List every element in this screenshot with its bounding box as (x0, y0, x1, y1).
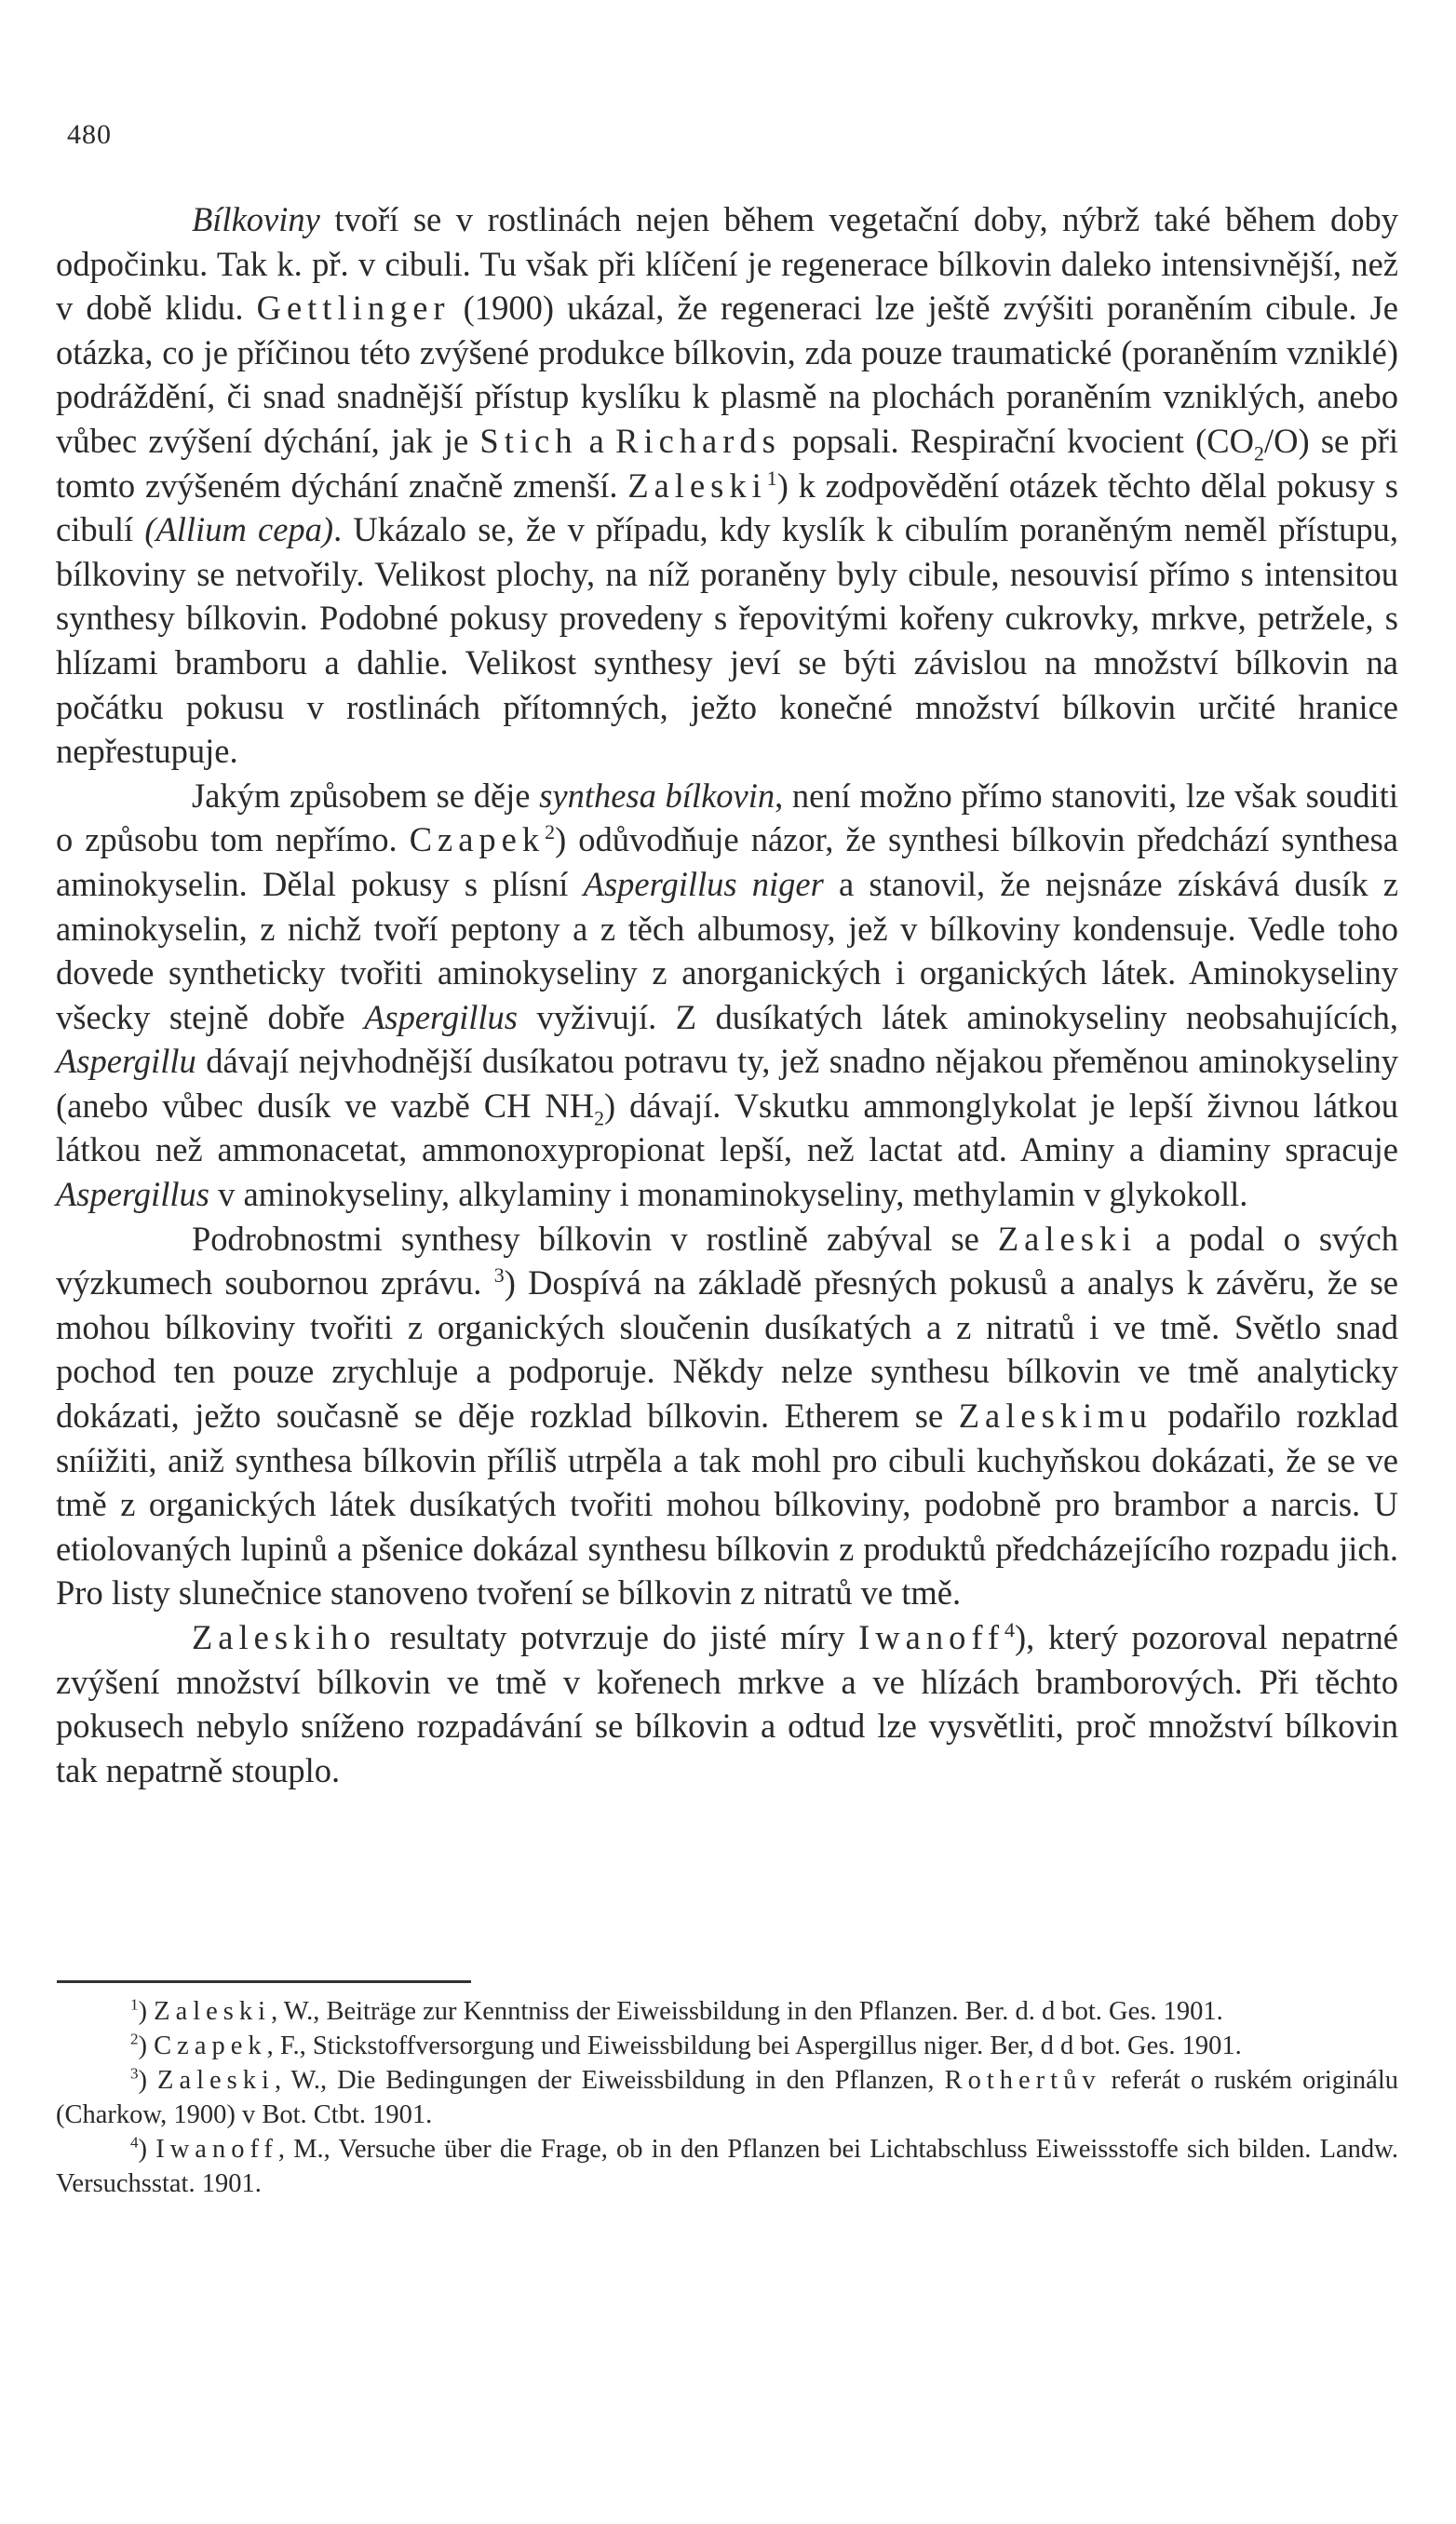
text-run-sp: Iwanoff (155, 2135, 278, 2164)
text-run: vyživují. Z dusíkatých látek aminokyseliny neobsahujících, (518, 997, 1398, 1036)
text-run: , není možno přímo stanoviti, lze však souditi o způsobu tom nepřímo. (56, 776, 1398, 859)
text-run: , F., Stickstoffversorgung und Eiweissbildung bei Aspergillus niger. Ber, d d bot. Ges. 1901. (266, 2031, 1242, 2060)
footnote (56, 2132, 1398, 2201)
text-run-sp: Zaleski (154, 1997, 272, 2026)
text-run: podařilo rozklad sníižiti, aniž synthesa bílkovin příliš utrpěla a tak mohl pro cibuli kuchyňskou dokázati, že se ve tmě z organických látek dusíkatých tvořiti mohou bílkoviny, podobně pro brambor a narcis. U etiolovaných lupinů a pšenice dokázal synthesu bílkovin z produktů předcházejícího rozpadu jich. Pro listy slunečnice stanoveno tvoření se bílkovin z nitratů ve tmě. (56, 1397, 1398, 1613)
text-run-sup: 1 (766, 466, 777, 490)
text-run: a stanovil, že nejsnáze získává dusík z aminokyselin, z nichž tvoří peptony a z těch albumosy, jež v bílkoviny kondensuje. Vedle toho dovede syntheticky tvořiti aminokyseliny z anorganických i organických látek. Aminokyseliny všecky stejně dobře (56, 864, 1398, 1036)
text-run-sub: 2 (1253, 441, 1264, 466)
text-run: /O) se při tomto zvýšeném dýchání značně zmenší. (56, 421, 1399, 505)
text-run-sp: Zaleskiho (192, 1618, 376, 1656)
text-run-it: Bílkoviny (192, 200, 320, 238)
text-run: ) (138, 2031, 155, 2060)
text-run: ), který pozoroval nepatrné zvýšení množství bílkovin ve tmě v kořenech mrkve a ve hlízách bramborových. Při těchto pokusech nebylo sníženo rozpadávání se bílkovin a odtud lze vysvětliti, proč množství bílkovin tak nepatrně stouplo. (56, 1618, 1398, 1789)
text-run: , M., Versuche über die Frage, ob in den Pflanzen bei Lichtabschluss Eiweissstoffe sich bilden. Landw. Versuchsstat. 1901. (56, 2135, 1399, 2198)
text-run: ) dávají. Vskutku ammonglykolat je lepší živnou látkou látkou než ammonacetat, ammonoxypropionat lepší, než lactat atd. Aminy a diaminy spracuje (56, 1086, 1398, 1169)
text-run-sup: 2 (130, 2030, 139, 2048)
text-run: ) (138, 2135, 156, 2164)
text-run-sp: Zaleskimu (958, 1397, 1153, 1436)
paragraph (56, 1217, 1398, 1615)
text-run-it: (Allium cepa) (144, 510, 334, 549)
text-run-sp: Stich (479, 421, 578, 460)
text-run-sup: 2 (545, 820, 556, 844)
footnote (56, 2029, 1398, 2063)
footnote (56, 2063, 1398, 2132)
text-run: (1900) ukázal, že regeneraci lze ještě zvýšiti poraněním cibule. Je otázka, co je příčinou této zvýšené produkce bílkovin, zda pouze traumatické (poraněním vzniklé) podráždění, či snad snadnější přístup kyslíku k plasmě na plochách poraněním vzniklých, anebo vůbec zvýšení dýchání, jak je (56, 289, 1398, 460)
text-run-sup: 3 (493, 1263, 505, 1288)
footnote (56, 1994, 1398, 2029)
text-run: ) k zodpovědění otázek těchto dělal pokusy s cibulí (56, 466, 1398, 549)
paragraph (56, 197, 1398, 774)
text-run-it: Aspergillus niger (583, 864, 824, 903)
text-run: resultaty potvrzuje do jisté míry (375, 1618, 859, 1656)
text-run-it: Aspergillus (364, 997, 518, 1036)
text-run: ) (138, 1997, 155, 2026)
text-run-sp: Gettlinger (256, 289, 451, 328)
text-run: Podrobnostmi synthesy bílkovin v rostlině zabýval se (192, 1219, 998, 1258)
text-run-sp: Czapek (154, 2031, 267, 2060)
main-text (56, 197, 1398, 1792)
text-run-it: synthesa bílkovin (539, 776, 775, 815)
text-run-sup: 3 (130, 2064, 139, 2083)
text-run-sup: 4 (130, 2133, 139, 2152)
text-run-sp: Czapek (409, 820, 546, 859)
text-run-sp: Zaleski (157, 2066, 275, 2095)
text-run: referát o ruském originálu (Charkow, 1900) v Bot. Ctbt. 1901. (56, 2066, 1398, 2129)
text-run: ) (138, 2066, 158, 2095)
text-run: tvoří se v rostlinách nejen během vegetační doby, nýbrž také během doby odpočinku. Tak k. př. v cibuli. Tu však při klíčení je regenerace bílkovin daleko intensivnější, než v době klidu. (56, 200, 1398, 328)
text-run: a podal o svých výzkumech soubornou zprávu. (56, 1219, 1398, 1302)
text-run: v aminokyseliny, alkylaminy i monaminokyseliny, methylamin v glykokoll. (209, 1175, 1248, 1214)
text-run: a (577, 421, 616, 460)
text-run-sup: 1 (130, 1995, 139, 2014)
text-run: Jakým způsobem se děje (192, 776, 540, 815)
text-run-sup: 4 (1004, 1617, 1015, 1641)
text-run: . Ukázalo se, že v případu, kdy kyslík k cibulím poraněným neměl přístupu, bílkoviny se netvořily. Velikost plochy, na níž poraněny byly cibule, nesouvisí přímo s intensitou synthesy bílkovin. Podobné pokusy provedeny s řepovitými kořeny cukrovky, mrkve, petržele, s hlízami bramboru a dahlie. Velikost synthesy jeví se býti závislou na množství bílkovin na počátku pokusu v rostlinách přítomných, ježto konečné množství bílkovin určité hranice nepřestupuje. (56, 510, 1398, 771)
footnote-divider (57, 1980, 471, 1983)
page-number: 480 (67, 119, 112, 150)
paragraph (56, 1615, 1398, 1792)
text-run: popsali. Respirační kvocient (CO (780, 421, 1254, 460)
text-run-sub: 2 (594, 1106, 605, 1130)
text-run: , W., Beiträge zur Kenntniss der Eiweissbildung in den Pflanzen. Ber. d. d bot. Ges. 1901. (271, 1997, 1223, 2026)
text-run-sp: Rothertův (944, 2066, 1101, 2095)
text-run-sp: Zaleski (627, 466, 767, 505)
text-run-sp: Iwanoff (858, 1618, 1004, 1656)
paragraph (56, 774, 1398, 1217)
text-run-it: Aspergillu (56, 1042, 196, 1081)
text-run-sp: Richards (615, 421, 781, 460)
text-run: ) odůvodňuje názor, že synthesi bílkovin předchází synthesa aminokyselin. Dělal pokusy s plísní (56, 820, 1398, 903)
text-run-sp: Zaleski (997, 1219, 1138, 1258)
footnotes (56, 1994, 1398, 2201)
text-run-it: Aspergillus (56, 1175, 209, 1214)
text-run: ) Dospívá na základě přesných pokusů a analys k závěru, že se mohou bílkoviny tvořiti z organických sloučenin dusíkatých a z nitratů i ve tmě. Světlo snad pochod ten pouze zrychluje a podporuje. Někdy nelze synthesu bílkovin ve tmě analyticky dokázati, ježto současně se děje rozklad bílkovin. Etherem se (56, 1263, 1398, 1436)
text-run: dávají nejvhodnější dusíkatou potravu ty, jež snadno nějakou přeměnou aminokyseliny (anebo vůbec dusík ve vazbě CH NH (56, 1042, 1398, 1125)
text-run: , W., Die Bedingungen der Eiweissbildung in den Pflanzen, (274, 2066, 945, 2095)
